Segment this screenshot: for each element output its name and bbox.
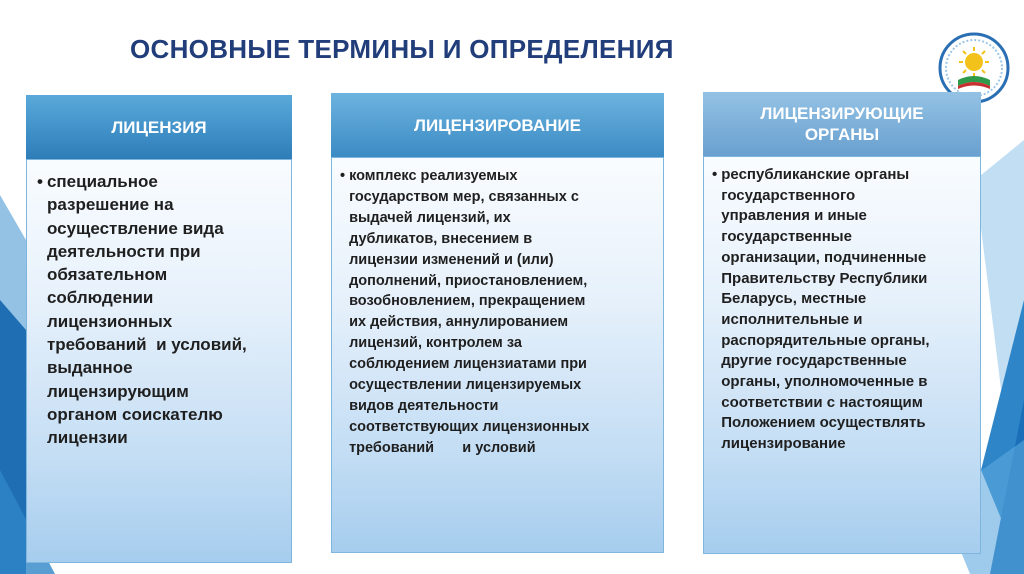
term-card-license [26,95,292,563]
term-card-header: ЛИЦЕНЗИРУЮЩИЕ ОРГАНЫ [703,92,981,156]
term-card-header: ЛИЦЕНЗИЯ [26,95,292,159]
term-card-definition [703,156,981,554]
term-card-licensing-authorities [703,92,981,554]
term-card-definition [331,157,664,553]
slide-title: ОСНОВНЫЕ ТЕРМИНЫ И ОПРЕДЕЛЕНИЯ [130,34,674,64]
bullet-dot: • [712,166,718,183]
definition-bullet [37,170,273,450]
bullet-dot: • [340,168,346,184]
term-card-definition [26,159,292,563]
term-card-header: ЛИЦЕНЗИРОВАНИЕ [331,93,664,157]
definition-text: республиканские органы государственного управления и иные государственные организации, подчиненные Правительству Республики Беларусь, местные исполнительные и распорядительные органы, другие государственные органы, уполномоченные в соответствии с настоящим Положением осуществлять лицензирование [721,166,930,453]
definition-bullet [712,165,970,455]
definition-text: комплекс реализуемых государством мер, связанных с выдачей лицензий, их дубликатов, внесением в лицензии изменений и (или) дополнений, приостановлением, возобновлением, прекращением их действия, аннулированием лицензий, контролем за соблюдением лицензиатами при осуществлении лицензируемых видов деятельности соответствующих лицензионных требований и условий [349,168,590,456]
term-card-licensing [331,93,664,553]
definition-text: специальное разрешение на осуществление вида деятельности при обязательном соблюдении лицензионных требований и условий, выданное лицензирующим органом соискателю лицензии [46,172,247,448]
bullet-dot: • [37,172,43,191]
definition-bullet [340,166,649,459]
